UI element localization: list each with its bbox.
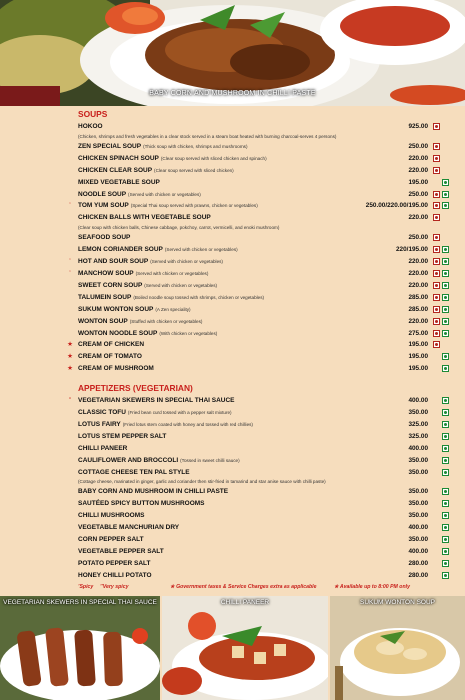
menu-item [64,256,450,268]
menu-item-price: 285.00 [408,293,428,301]
non-veg-mark-icon [433,155,440,162]
menu-item-price: 220.00 [408,269,428,277]
menu-item-price: 350.00 [408,500,428,508]
non-veg-mark-icon [433,167,440,174]
menu-item [64,280,450,292]
menu-item-name: SWEET CORN SOUP [78,281,143,289]
menu-item-name: CHICKEN CLEAR SOUP [78,166,153,174]
menu-item-name: SEAFOOD SOUP [78,234,131,242]
double-chilli-icon: ’’ [100,584,103,590]
veg-mark-icon [442,488,449,495]
chilli-icon: ’ [78,584,80,590]
menu-item-price: 220.00 [408,154,428,162]
section-title: SOUPS [78,109,108,119]
menu-item-price: 400.00 [408,548,428,555]
menu-item [64,558,450,570]
menu-item-price: 925.00 [408,123,428,130]
non-veg-mark-icon [433,341,440,348]
menu-item-name: CAULIFLOWER AND BROCCOLI [78,456,179,464]
veg-mark-icon [442,365,449,372]
menu-item-name: CHICKEN SPINACH SOUP [78,154,159,162]
menu-item [64,304,450,316]
menu-item-name: CLASSIC TOFU [78,409,126,417]
soup-photo-illustration [330,596,465,700]
menu-item-description: (Chicken, shrimps and fresh vegetables in a clear stock served in a steam boat heated with burning charcoal-serves 4 persons) [78,133,337,139]
menu-item [64,244,450,256]
chilli-icon: ’ [69,202,71,210]
menu-item-price: 350.00 [408,468,428,476]
veg-mark-icon [442,294,449,301]
menu-item-name: CORN PEPPER SALT [78,536,144,544]
menu-item-price: 220.00 [408,166,428,174]
star-icon: ★ [334,584,340,590]
menu-item-description: (Fried bean curd tossed with a pepper salt mixture) [127,410,232,416]
menu-item-name: ZEN SPECIAL SOUP [78,142,142,150]
menu-item [64,121,450,141]
menu-item [64,534,450,546]
menu-item-price: 350.00 [408,536,428,544]
veg-mark-icon [442,306,449,313]
menu-item-price: 195.00 [408,353,428,361]
veg-mark-icon [442,548,449,555]
chilli-icon: ’ [69,269,71,277]
veg-mark-icon [442,457,449,464]
menu-item-price: 250.00 [408,190,428,198]
menu-item-description: (Thick soup with chicken, shrimps and mushrooms) [143,143,248,149]
star-icon: ★ [170,584,177,590]
star-icon: ★ [67,365,73,373]
veg-mark-icon [442,469,449,476]
non-veg-mark-icon [433,330,440,337]
menu-item-name: TOM YUM SOUP [78,202,129,210]
menu-item-name: BABY CORN AND MUSHROOM IN CHILLI PASTE [78,488,229,496]
veg-mark-icon [442,202,449,209]
menu-item [64,177,450,189]
menu-item [64,363,450,375]
menu-item-price: 325.00 [408,420,428,428]
menu-item-price: 220.00 [408,281,428,289]
menu-item-name: HOKOO [78,123,103,130]
menu-item-description: (A Zen speciality) [155,306,191,312]
non-veg-mark-icon [433,294,440,301]
menu-item [64,292,450,304]
menu-item-price: 280.00 [408,571,428,579]
menu-item-name: NOODLE SOUP [78,190,127,198]
photo-caption: CHILLI PANEER [220,599,270,606]
menu-item [64,232,450,244]
menu-item-price: 220/195.00 [396,246,428,254]
menu-item-name: MANCHOW SOUP [78,269,134,277]
veg-mark-icon [442,524,449,531]
menu-item-description: (Served with chicken or vegetables) [164,247,238,253]
menu-item-name: POTATO PEPPER SALT [78,559,151,567]
veg-mark-icon [442,433,449,440]
menu-item [64,407,450,419]
menu-item [64,165,450,177]
section-title: APPETIZERS (VEGETARIAN) [78,383,193,394]
non-veg-mark-icon [433,246,440,253]
menu-item-price: 195.00 [408,365,428,373]
chilli-icon: ’ [69,258,71,266]
menu-item [64,212,450,232]
photo-sukum-wonton-soup [330,596,465,700]
menu-item-name: VEGETABLE PEPPER SALT [78,548,164,555]
menu-item-description: (Cottage cheese, marinated in ginger, garlic and coriander then stir-fried in tamarind and star anise sauce with chilli paste) [78,479,326,485]
paneer-photo-illustration [162,596,328,700]
menu-item-description: (Boiled noodle soup tossed with shrimps, chicken or vegetables) [133,294,265,300]
skewers-photo-illustration [0,596,160,700]
menu-item-price: 325.00 [408,432,428,440]
menu-item-description: (Clear soup with chicken balls, Chinese cabbage, pokchoy, carrot, vermicelli, and enoki mushroom) [78,225,280,231]
menu-item-name: WONTON NOODLE SOUP [78,329,158,337]
menu-item-price: 275.00 [408,329,428,337]
header-photo-caption: BABY CORN AND MUSHROOM IN CHILLI PASTE [149,90,316,97]
veg-mark-icon [442,397,449,404]
menu-item [64,339,450,351]
menu-item-price: 285.00 [408,305,428,313]
menu-item [64,486,450,498]
menu-item-price: 400.00 [408,397,428,405]
menu-item-name: COTTAGE CHEESE TEN PAL STYLE [78,468,190,476]
menu-item-name: WONTON SOUP [78,317,128,325]
photo-caption: VEGETARIAN SKEWERS IN SPECIAL THAI SAUCE [3,599,157,606]
veg-mark-icon [442,353,449,360]
legend-availability: ★ Available up to 8:00 PM only [334,584,410,590]
footer-photos [0,596,465,700]
veg-mark-icon [442,536,449,543]
menu-item-price: 350.00 [408,488,428,496]
menu-item-description: (With chicken or vegetables) [159,330,218,336]
menu-item [64,189,450,201]
menu-item [64,443,450,455]
menu-item-name: VEGETARIAN SKEWERS IN SPECIAL THAI SAUCE [78,397,235,405]
menu-item-description: (Clear soup served with sliced chicken) [154,167,234,173]
menu-item [64,546,450,558]
veg-mark-icon [442,512,449,519]
menu-item-name: SUKUM WONTON SOUP [78,305,154,313]
menu-item-name: CREAM OF TOMATO [78,353,142,361]
photo-chilli-paneer [162,596,328,700]
non-veg-mark-icon [433,234,440,241]
menu-item-description: (Clear soup served with sliced chicken and spinach) [160,155,267,161]
menu-item-price: 220.00 [408,317,428,325]
non-veg-mark-icon [433,191,440,198]
veg-mark-icon [442,409,449,416]
veg-mark-icon [442,191,449,198]
menu-item-price: 195.00 [408,341,428,349]
menu-item-name: CHICKEN BALLS WITH VEGETABLE SOUP [78,214,211,222]
non-veg-mark-icon [433,214,440,221]
menu-item-description: (Served with chicken or vegetables) [150,259,223,265]
photo-caption: SUKUM WONTON SOUP [360,599,435,606]
veg-mark-icon [442,500,449,507]
non-veg-mark-icon [433,123,440,130]
double-chilli-icon: ’’ [68,397,72,405]
menu-item-price: 280.00 [408,559,428,567]
menu-item-price: 195.00 [408,178,428,186]
menu-item-name: TALUMEIN SOUP [78,293,132,301]
veg-mark-icon [442,572,449,579]
menu-list [64,107,450,582]
veg-mark-icon [442,421,449,428]
menu-item-price: 350.00 [408,409,428,417]
menu-item-price: 250.00/220.00/195.00 [365,202,428,210]
menu-item [64,455,450,467]
star-icon: ★ [67,353,73,361]
menu-item-description: (Stuffed with chicken or vegetables) [129,318,203,324]
menu-item [64,328,450,340]
menu-item [64,431,450,443]
non-veg-mark-icon [433,143,440,150]
menu-item-description: (Served with chicken or vegetables) [128,191,201,197]
menu-item-name: LOTUS STEM PEPPER SALT [78,432,167,440]
veg-mark-icon [442,318,449,325]
menu-item-description: (Served with chicken or vegetables) [144,282,218,288]
menu-item-price: 350.00 [408,512,428,520]
non-veg-mark-icon [433,318,440,325]
legend-spicy: ’Spicy [78,584,94,590]
menu-item [64,510,450,522]
non-veg-mark-icon [433,306,440,313]
menu-item-price: 250.00 [408,234,428,242]
header-food-photo [0,0,465,106]
star-icon: ★ [67,341,73,349]
menu-item-price: 220.00 [408,214,428,222]
veg-mark-icon [442,258,449,265]
veg-mark-icon [442,282,449,289]
veg-mark-icon [442,270,449,277]
menu-item-price: 400.00 [408,444,428,452]
menu-item-name: SAUTÉED SPICY BUTTON MUSHROOMS [78,500,205,508]
menu-item-description: (Tossed in sweet chilli sauce) [180,457,240,463]
menu-item [64,141,450,153]
menu-item [64,268,450,280]
veg-mark-icon [442,246,449,253]
menu-item [64,351,450,363]
veg-mark-icon [442,560,449,567]
menu-item-name: LOTUS FAIRY [78,420,121,428]
menu-item-name: VEGETABLE MANCHURIAN DRY [78,524,180,532]
menu-item-description: (Special Thai soup served with prawns, chicken or vegetables) [130,203,258,209]
menu-item [64,395,450,407]
menu-item-name: MIXED VEGETABLE SOUP [78,178,160,186]
menu-item-name: CREAM OF CHICKEN [78,341,145,349]
menu-item-name: CREAM OF MUSHROOM [78,365,154,373]
veg-mark-icon [442,330,449,337]
menu-item-name: LEMON CORIANDER SOUP [78,246,163,254]
menu-item-name: CHILLI PANEER [78,444,128,452]
menu-item-name: HONEY CHILLI POTATO [78,571,152,579]
menu-item-price: 220.00 [408,258,428,266]
non-veg-mark-icon [433,202,440,209]
legend-tax-note: ★ Government taxes & Service Charges extra as applicable [170,584,317,590]
menu-item-name: HOT AND SOUR SOUP [78,258,149,266]
menu-item-description: (Fried lotus stem coated with honey and tossed with red chillies) [122,421,253,427]
legend-very-spicy: ’’Very spicy [100,584,129,590]
menu-item [64,570,450,582]
menu-item-price: 250.00 [408,142,428,150]
menu-item-price: 350.00 [408,456,428,464]
menu-item [64,153,450,165]
non-veg-mark-icon [433,282,440,289]
menu-item-name: CHILLI MUSHROOMS [78,512,145,520]
photo-vegetarian-skewers [0,596,160,700]
menu-item-price: 400.00 [408,524,428,532]
menu-item [64,498,450,510]
menu-item [64,522,450,534]
menu-item [64,467,450,487]
menu-item-description: (Served with chicken or vegetables) [135,270,209,276]
menu-item [64,200,450,212]
veg-mark-icon [442,445,449,452]
non-veg-mark-icon [433,270,440,277]
non-veg-mark-icon [433,258,440,265]
menu-item [64,316,450,328]
menu-item [64,419,450,431]
veg-mark-icon [442,179,449,186]
